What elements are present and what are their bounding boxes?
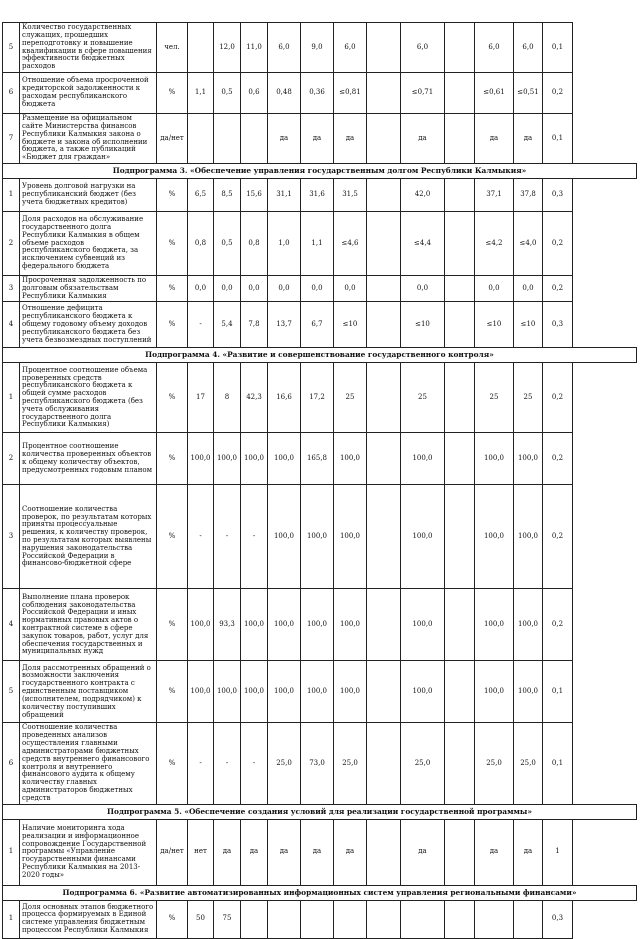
value-cell: 100,0	[475, 433, 514, 485]
value-cell: нет	[188, 819, 214, 885]
value-cell: 37,8	[514, 179, 543, 212]
value-cell: ≤0,51	[514, 73, 543, 114]
indicator-name: Количество государственных служащих, прошедших переподготовку и повышение квалификации в сфере повышения эффективности бюджетных расходов	[20, 23, 157, 73]
value-cell: 25,0	[475, 723, 514, 804]
value-cell: 0,0	[241, 276, 268, 302]
value-cell	[401, 900, 445, 938]
value-cell: 6,0	[401, 23, 445, 73]
value-cell: -	[188, 485, 214, 589]
subprogram-header-row	[3, 348, 637, 363]
value-cell	[301, 900, 334, 938]
value-cell: 93,3	[214, 589, 241, 661]
value-cell: 25	[475, 363, 514, 433]
value-cell: 0,3	[543, 302, 573, 348]
value-cell: 100,0	[241, 433, 268, 485]
row-number: 1	[3, 900, 20, 938]
value-cell: да	[475, 114, 514, 164]
value-cell: 0,2	[543, 212, 573, 276]
value-cell: 0,3	[543, 900, 573, 938]
unit-cell: %	[157, 900, 188, 938]
value-cell: 100,0	[268, 661, 301, 723]
row-number: 6	[3, 73, 20, 114]
value-cell: 100,0	[401, 661, 445, 723]
value-cell	[367, 179, 401, 212]
indicator-name: Доля рассмотренных обращений о возможности заключения государственного контракта с единственным поставщиком (исполнителем, подрядчиком) к количеству поступивших обращений	[20, 661, 157, 723]
value-cell: 100,0	[188, 433, 214, 485]
value-cell	[445, 433, 475, 485]
value-cell: ≤0,61	[475, 73, 514, 114]
value-cell: 73,0	[301, 723, 334, 804]
value-cell: -	[214, 485, 241, 589]
value-cell	[241, 114, 268, 164]
value-cell: ≤4,6	[334, 212, 367, 276]
value-cell	[367, 363, 401, 433]
value-cell: 31,5	[334, 179, 367, 212]
value-cell	[445, 212, 475, 276]
value-cell: 0,2	[543, 73, 573, 114]
value-cell: 0,5	[214, 73, 241, 114]
value-cell	[445, 363, 475, 433]
value-cell: 0,2	[543, 276, 573, 302]
value-cell: 100,0	[475, 589, 514, 661]
value-cell: 0,48	[268, 73, 301, 114]
indicator-name: Отношение дефицита республиканского бюджета к общему годовому объему доходов республиканского бюджета без учета безвозмездных поступлений	[20, 302, 157, 348]
value-cell	[367, 819, 401, 885]
row-number: 1	[3, 179, 20, 212]
value-cell	[214, 114, 241, 164]
row-number: 4	[3, 589, 20, 661]
value-cell: 0,0	[214, 276, 241, 302]
value-cell: 6,0	[475, 23, 514, 73]
indicator-name: Соотношение количества проведенных анализов осуществления главными администраторами бюджетных средств внутреннего финансового контроля и внутреннего финансового аудита к общему количеству главных администраторов бюджетных средств	[20, 723, 157, 804]
value-cell: 100,0	[268, 433, 301, 485]
value-cell: 6,0	[514, 23, 543, 73]
value-cell: 8,5	[214, 179, 241, 212]
value-cell: 16,6	[268, 363, 301, 433]
value-cell: 8	[214, 363, 241, 433]
value-cell: 0,0	[188, 276, 214, 302]
row-number: 3	[3, 485, 20, 589]
value-cell	[188, 114, 214, 164]
value-cell: да	[401, 819, 445, 885]
value-cell: 1,0	[268, 212, 301, 276]
value-cell: 0,2	[543, 485, 573, 589]
value-cell: -	[188, 723, 214, 804]
indicators-table	[2, 22, 637, 939]
row-number: 6	[3, 723, 20, 804]
row-number: 3	[3, 276, 20, 302]
value-cell: 0,0	[301, 276, 334, 302]
value-cell	[445, 661, 475, 723]
row-number: 5	[3, 23, 20, 73]
value-cell: 0,5	[214, 212, 241, 276]
row-number: 2	[3, 433, 20, 485]
indicator-name: Отношение объема просроченной кредиторской задолженности к расходам республиканского бюджета	[20, 73, 157, 114]
value-cell	[367, 212, 401, 276]
value-cell: 75	[214, 900, 241, 938]
unit-cell: %	[157, 723, 188, 804]
unit-cell: %	[157, 276, 188, 302]
value-cell	[241, 900, 268, 938]
value-cell: 0,0	[475, 276, 514, 302]
value-cell: 100,0	[514, 661, 543, 723]
value-cell: 25	[514, 363, 543, 433]
row-number: 4	[3, 302, 20, 348]
value-cell: да	[301, 819, 334, 885]
indicator-name: Выполнение плана проверок соблюдения законодательства Российской Федерации и иных нормативных правовых актов о контрактной системе в сфере закупок товаров, работ, услуг для обеспечения государственных и муниципальных нужд	[20, 589, 157, 661]
value-cell: да	[268, 114, 301, 164]
value-cell: 100,0	[301, 589, 334, 661]
value-cell	[367, 114, 401, 164]
value-cell: 25,0	[514, 723, 543, 804]
value-cell: 1,1	[301, 212, 334, 276]
value-cell: 0,6	[241, 73, 268, 114]
value-cell: 1	[543, 819, 573, 885]
value-cell	[445, 114, 475, 164]
value-cell: 0,8	[188, 212, 214, 276]
unit-cell: %	[157, 73, 188, 114]
indicator-name: Процентное соотношение объема проверенных средств республиканского бюджета к общей сумме расходов республиканского бюджета (без учета обслуживания государственного долга Республики Калмыкия)	[20, 363, 157, 433]
value-cell: 6,0	[268, 23, 301, 73]
indicator-name: Доля расходов на обслуживание государственного долга Республики Калмыкия в общем объеме расходов республиканского бюджета, за исключением субвенций из федерального бюджета	[20, 212, 157, 276]
unit-cell: чел.	[157, 23, 188, 73]
table-row	[3, 661, 637, 723]
value-cell: ≤10	[401, 302, 445, 348]
table-row	[3, 73, 637, 114]
subprogram-title: Подпрограмма 6. «Развитие автоматизированных информационных систем управления региональными финансами»	[3, 885, 637, 900]
value-cell	[445, 179, 475, 212]
value-cell	[268, 900, 301, 938]
subprogram-title: Подпрограмма 5. «Обеспечение создания условий для реализации государственной программы»	[3, 804, 637, 819]
subprogram-header-row	[3, 804, 637, 819]
value-cell: 25	[401, 363, 445, 433]
value-cell: да	[214, 819, 241, 885]
value-cell	[367, 661, 401, 723]
unit-cell: да/нет	[157, 114, 188, 164]
value-cell: 0,2	[543, 433, 573, 485]
table-row	[3, 302, 637, 348]
value-cell	[445, 302, 475, 348]
value-cell: 12,0	[214, 23, 241, 73]
value-cell: 25,0	[268, 723, 301, 804]
value-cell	[367, 589, 401, 661]
value-cell: 17,2	[301, 363, 334, 433]
subprogram-title: Подпрограмма 3. «Обеспечение управления государственным долгом Республики Калмыкия»	[3, 164, 637, 179]
value-cell	[367, 723, 401, 804]
value-cell: да	[401, 114, 445, 164]
value-cell: 100,0	[268, 589, 301, 661]
value-cell: -	[188, 302, 214, 348]
value-cell: ≤10	[334, 302, 367, 348]
table-row	[3, 900, 637, 938]
value-cell: да	[301, 114, 334, 164]
value-cell: 13,7	[268, 302, 301, 348]
value-cell	[367, 73, 401, 114]
subprogram-header-row	[3, 885, 637, 900]
unit-cell: %	[157, 433, 188, 485]
value-cell	[188, 23, 214, 73]
value-cell: 100,0	[514, 433, 543, 485]
value-cell: 25,0	[334, 723, 367, 804]
value-cell: 100,0	[475, 661, 514, 723]
value-cell: 25	[334, 363, 367, 433]
table-row	[3, 589, 637, 661]
value-cell: 50	[188, 900, 214, 938]
table-row	[3, 485, 637, 589]
value-cell	[445, 23, 475, 73]
value-cell	[367, 302, 401, 348]
value-cell: 100,0	[301, 485, 334, 589]
value-cell	[445, 485, 475, 589]
value-cell: да	[334, 114, 367, 164]
value-cell: ≤4,4	[401, 212, 445, 276]
value-cell	[445, 723, 475, 804]
value-cell: да	[514, 114, 543, 164]
value-cell: 25,0	[401, 723, 445, 804]
value-cell: 42,0	[401, 179, 445, 212]
value-cell: 11,0	[241, 23, 268, 73]
row-number: 5	[3, 661, 20, 723]
value-cell: 0,1	[543, 23, 573, 73]
value-cell: ≤4,2	[475, 212, 514, 276]
value-cell: 17	[188, 363, 214, 433]
row-number: 2	[3, 212, 20, 276]
value-cell	[514, 900, 543, 938]
value-cell: 0,1	[543, 114, 573, 164]
value-cell: 1,1	[188, 73, 214, 114]
unit-cell: %	[157, 302, 188, 348]
value-cell: 37,1	[475, 179, 514, 212]
row-number: 1	[3, 819, 20, 885]
value-cell	[445, 73, 475, 114]
value-cell	[445, 900, 475, 938]
table-row	[3, 363, 637, 433]
value-cell: 100,0	[334, 661, 367, 723]
row-number: 1	[3, 363, 20, 433]
value-cell	[367, 900, 401, 938]
value-cell: 6,7	[301, 302, 334, 348]
value-cell: 6,0	[334, 23, 367, 73]
value-cell: 42,3	[241, 363, 268, 433]
table-row	[3, 212, 637, 276]
value-cell: 7,8	[241, 302, 268, 348]
value-cell: -	[241, 723, 268, 804]
value-cell: да	[475, 819, 514, 885]
value-cell: 0,0	[514, 276, 543, 302]
value-cell: 0,2	[543, 589, 573, 661]
indicator-name: Просроченная задолженность по долговым обязательствам Республики Калмыкия	[20, 276, 157, 302]
value-cell: 100,0	[188, 661, 214, 723]
value-cell: 31,6	[301, 179, 334, 212]
row-number: 7	[3, 114, 20, 164]
value-cell: 6,5	[188, 179, 214, 212]
unit-cell: %	[157, 661, 188, 723]
table-row	[3, 819, 637, 885]
subprogram-title: Подпрограмма 4. «Развитие и совершенствование государственного контроля»	[3, 348, 637, 363]
value-cell	[367, 433, 401, 485]
value-cell: 100,0	[514, 485, 543, 589]
value-cell: 100,0	[334, 485, 367, 589]
value-cell: 0,0	[334, 276, 367, 302]
value-cell: 100,0	[514, 589, 543, 661]
table-row	[3, 23, 637, 73]
unit-cell: %	[157, 485, 188, 589]
value-cell: 100,0	[401, 589, 445, 661]
value-cell: 0,0	[268, 276, 301, 302]
value-cell: 100,0	[334, 589, 367, 661]
value-cell: 100,0	[268, 485, 301, 589]
unit-cell: %	[157, 179, 188, 212]
value-cell: да	[514, 819, 543, 885]
value-cell: 9,0	[301, 23, 334, 73]
table-row	[3, 179, 637, 212]
value-cell	[334, 900, 367, 938]
value-cell: 100,0	[214, 433, 241, 485]
value-cell: 100,0	[334, 433, 367, 485]
value-cell: 0,1	[543, 723, 573, 804]
indicator-name: Процентное соотношение количества проверенных объектов к общему количеству объектов, предусмотренных годовым планом	[20, 433, 157, 485]
value-cell: ≤10	[514, 302, 543, 348]
value-cell: 100,0	[401, 485, 445, 589]
indicator-name: Доля основных этапов бюджетного процесса формируемых в Единой системе управления бюджетным процессом Республики Калмыкия	[20, 900, 157, 938]
value-cell	[445, 589, 475, 661]
value-cell: 100,0	[241, 661, 268, 723]
value-cell: 0,8	[241, 212, 268, 276]
value-cell	[367, 485, 401, 589]
value-cell: 0,0	[401, 276, 445, 302]
table-row	[3, 276, 637, 302]
value-cell: 100,0	[214, 661, 241, 723]
unit-cell: %	[157, 212, 188, 276]
value-cell: 0,36	[301, 73, 334, 114]
value-cell: ≤4,0	[514, 212, 543, 276]
table-row	[3, 114, 637, 164]
table-row	[3, 433, 637, 485]
value-cell: 0,1	[543, 661, 573, 723]
value-cell: 15,6	[241, 179, 268, 212]
value-cell: -	[214, 723, 241, 804]
value-cell: ≤0,81	[334, 73, 367, 114]
indicator-name: Наличие мониторинга хода реализации и информационное сопровождение Государственной программы «Управление государственными финансами Республики Калмыкия на 2013-2020 годы»	[20, 819, 157, 885]
value-cell: 0,3	[543, 179, 573, 212]
value-cell: 165,8	[301, 433, 334, 485]
value-cell: 100,0	[401, 433, 445, 485]
unit-cell: %	[157, 589, 188, 661]
value-cell: 31,1	[268, 179, 301, 212]
indicator-name: Размещение на официальном сайте Министерства финансов Республики Калмыкия закона о бюджете и закона об исполнении бюджета, а также публикаций «Бюджет для граждан»	[20, 114, 157, 164]
value-cell: ≤10	[475, 302, 514, 348]
value-cell: -	[241, 485, 268, 589]
value-cell: ≤0,71	[401, 73, 445, 114]
value-cell: 100,0	[475, 485, 514, 589]
indicator-name: Уровень долговой нагрузки на республиканский бюджет (без учета бюджетных кредитов)	[20, 179, 157, 212]
subprogram-header-row	[3, 164, 637, 179]
value-cell: да	[241, 819, 268, 885]
value-cell	[367, 23, 401, 73]
unit-cell: да/нет	[157, 819, 188, 885]
value-cell: 100,0	[188, 589, 214, 661]
value-cell	[445, 276, 475, 302]
value-cell	[475, 900, 514, 938]
value-cell	[445, 819, 475, 885]
indicator-name: Соотношение количества проверок, по результатам которых приняты процессуальные решения, к количеству проверок, по результатам которых выявлены нарушения законодательства Российской Федерации в финансово-бюджетной сфере	[20, 485, 157, 589]
value-cell: 0,2	[543, 363, 573, 433]
value-cell: да	[268, 819, 301, 885]
value-cell: 100,0	[241, 589, 268, 661]
unit-cell: %	[157, 363, 188, 433]
value-cell: 5,4	[214, 302, 241, 348]
value-cell: да	[334, 819, 367, 885]
value-cell: 100,0	[301, 661, 334, 723]
table-row	[3, 723, 637, 804]
value-cell	[367, 276, 401, 302]
